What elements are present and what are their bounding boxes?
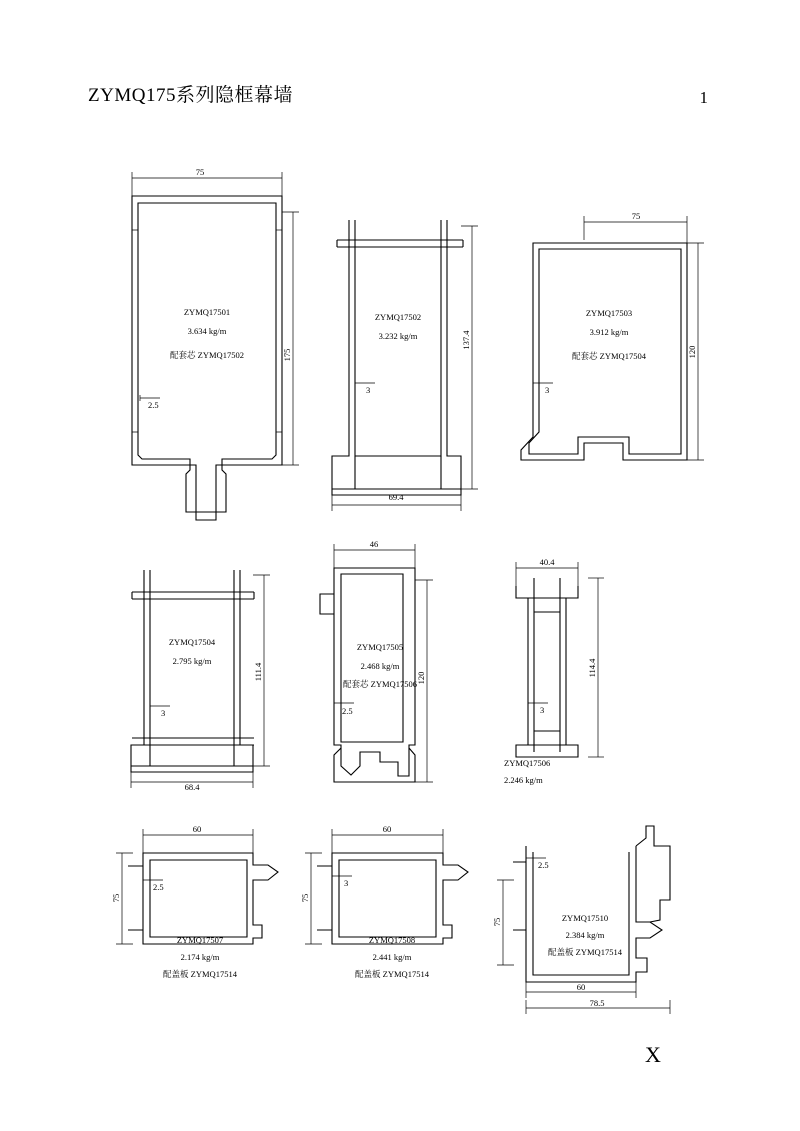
dim-zymq17507-width: 60 <box>192 824 202 834</box>
label-zymq17504-code: ZYMQ17504 <box>168 637 216 647</box>
label-zymq17501-code: ZYMQ17501 <box>183 307 231 317</box>
label-zymq17505-code: ZYMQ17505 <box>356 642 404 652</box>
profile-zymq17510 <box>492 826 670 1014</box>
label-zymq17503-note: 配套芯 ZYMQ17504 <box>572 351 646 361</box>
label-zymq17505-weight: 2.468 kg/m <box>360 661 400 671</box>
dim-zymq17508-thickness: 3 <box>344 878 349 888</box>
profile-zymq17503 <box>521 211 704 460</box>
profile-zymq17507 <box>111 824 278 979</box>
dim-zymq17505-height: 120 <box>416 671 426 685</box>
dim-zymq17502-height: 137.4 <box>461 330 471 350</box>
label-zymq17501-note: 配套芯 ZYMQ17502 <box>170 350 244 360</box>
dim-zymq17503-height: 120 <box>687 345 697 359</box>
label-zymq17501-weight: 3.634 kg/m <box>187 326 227 336</box>
label-zymq17502-weight: 3.232 kg/m <box>378 331 418 341</box>
dim-zymq17505-width: 46 <box>369 539 379 549</box>
page-mark: X <box>645 1042 661 1067</box>
label-zymq17508-note: 配盖板 ZYMQ17514 <box>355 969 429 979</box>
label-zymq17505-note: 配套芯 ZYMQ17506 <box>343 679 417 689</box>
dim-zymq17503-thickness: 3 <box>545 385 550 395</box>
dim-zymq17501-thickness: 2.5 <box>148 400 159 410</box>
dim-zymq17508-height: 75 <box>300 893 310 903</box>
dim-zymq17501-height: 175 <box>282 348 292 362</box>
profile-zymq17501 <box>132 167 299 520</box>
page-number: 1 <box>699 88 708 107</box>
label-zymq17507-code: ZYMQ17507 <box>176 935 224 945</box>
label-zymq17506-code: ZYMQ17506 <box>504 758 551 768</box>
dim-zymq17508-width: 60 <box>382 824 392 834</box>
dim-zymq17504-height: 111.4 <box>253 662 263 682</box>
dim-zymq17506-height: 114.4 <box>587 658 597 678</box>
label-zymq17510-weight: 2.384 kg/m <box>565 930 605 940</box>
profile-zymq17505 <box>320 539 433 782</box>
dim-zymq17507-thickness: 2.5 <box>153 882 164 892</box>
profile-zymq17506 <box>504 557 604 785</box>
profile-zymq17508 <box>300 824 468 979</box>
label-zymq17503-weight: 3.912 kg/m <box>589 327 629 337</box>
dim-zymq17502-width: 69.4 <box>388 492 404 502</box>
profile-zymq17502 <box>332 220 478 511</box>
label-zymq17508-code: ZYMQ17508 <box>368 935 416 945</box>
dim-zymq17505-thickness: 2.5 <box>342 706 353 716</box>
label-zymq17502-code: ZYMQ17502 <box>374 312 422 322</box>
profile-zymq17504 <box>131 570 270 792</box>
label-zymq17507-weight: 2.174 kg/m <box>180 952 220 962</box>
dim-zymq17502-thickness: 3 <box>366 385 371 395</box>
dim-zymq17503-width: 75 <box>631 211 641 221</box>
label-zymq17504-weight: 2.795 kg/m <box>172 656 212 666</box>
page-title: ZYMQ175系列隐框幕墙 <box>88 85 293 106</box>
dim-zymq17510-height: 75 <box>492 917 502 927</box>
label-zymq17503-code: ZYMQ17503 <box>585 308 633 318</box>
label-zymq17506-weight: 2.246 kg/m <box>504 775 543 785</box>
dim-zymq17501-width: 75 <box>195 167 205 177</box>
label-zymq17507-note: 配盖板 ZYMQ17514 <box>163 969 237 979</box>
dim-zymq17506-thickness: 3 <box>540 705 545 715</box>
dim-zymq17507-height: 75 <box>111 893 121 903</box>
dim-zymq17506-width: 40.4 <box>539 557 555 567</box>
label-zymq17508-weight: 2.441 kg/m <box>372 952 412 962</box>
dim-zymq17510-thickness: 2.5 <box>538 860 549 870</box>
dim-zymq17510-width2: 78.5 <box>589 998 605 1008</box>
label-zymq17510-note: 配盖板 ZYMQ17514 <box>548 947 622 957</box>
dim-zymq17510-width: 60 <box>576 982 586 992</box>
label-zymq17510-code: ZYMQ17510 <box>561 913 609 923</box>
dim-zymq17504-thickness: 3 <box>161 708 166 718</box>
dim-zymq17504-width: 68.4 <box>184 782 200 792</box>
